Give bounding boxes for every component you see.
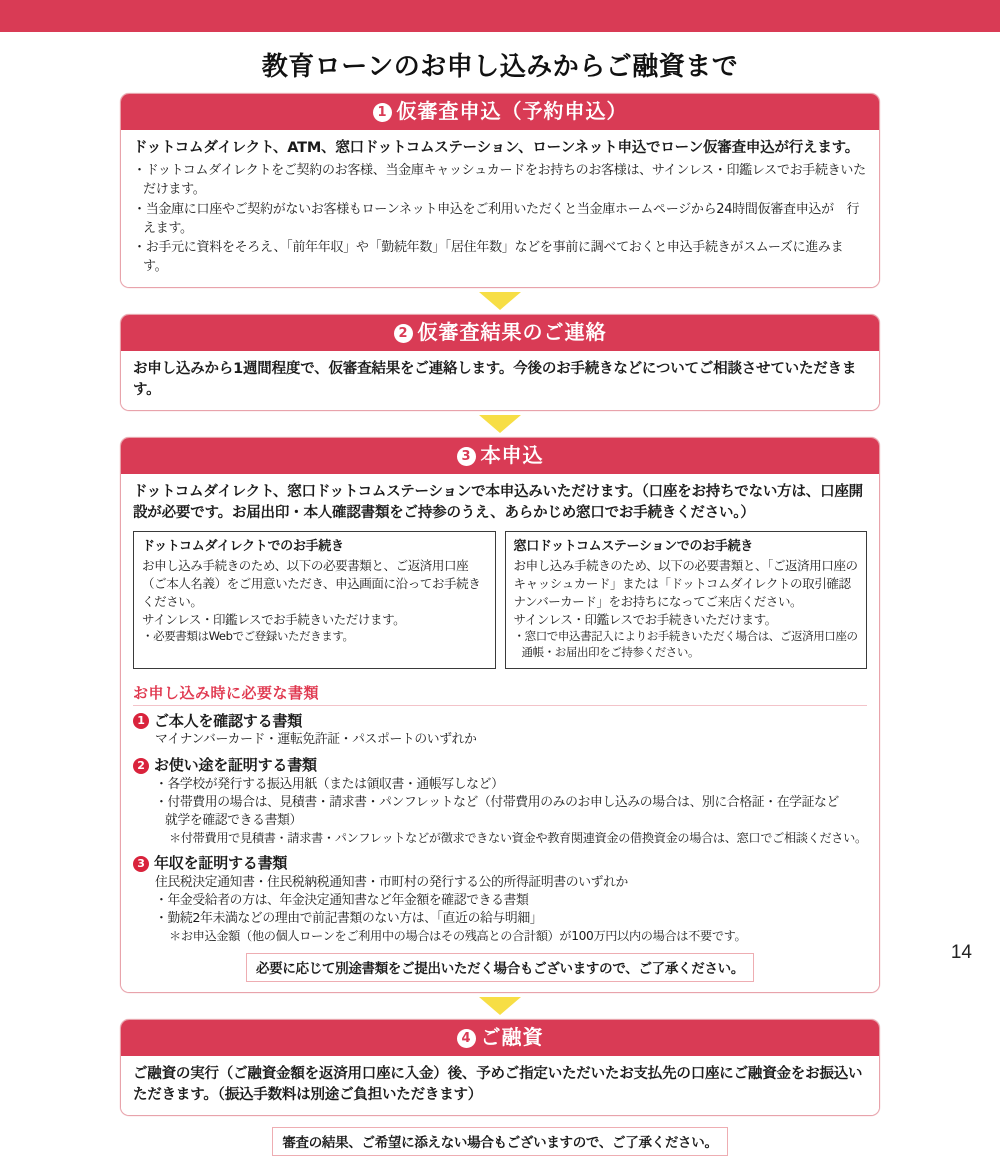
step-3-heading: 本申込 bbox=[480, 443, 544, 468]
top-accent-bar bbox=[0, 0, 1000, 32]
down-arrow-icon bbox=[479, 292, 521, 310]
flow-arrow-3 bbox=[120, 993, 880, 1019]
list-item: ・当金庫に口座やご契約がないお客様もローンネット申込をご利用いただくと当金庫ホームページから24時間仮審査申込が 行えます。 bbox=[133, 201, 860, 236]
step-1-number-badge: 1 bbox=[373, 103, 392, 122]
step-4-heading: ご融資 bbox=[480, 1024, 544, 1049]
flow-diagram bbox=[120, 93, 880, 1116]
step-4-lead: ご融資の実行（ご融資金額を返済用口座に入金）後、予めご指定いただいたお支払先の口座にご融資金をお振込いただきます。（振込手数料は別途ご負担いただきます） bbox=[133, 1065, 863, 1103]
step-2-heading: 仮審査結果のご連絡 bbox=[417, 320, 607, 345]
step-2-header bbox=[121, 315, 879, 351]
step-2-lead: お申し込みから1週間程度で、仮審査結果をご連絡します。今後のお手続きなどについてご相談させていただきます。 bbox=[133, 361, 857, 399]
step-1-bullets bbox=[133, 162, 867, 277]
sub-box-note: ・窓口で申込書記入によりお手続きいただく場合は、ご返済用口座の 通帳・お届出印をご持参ください。 bbox=[513, 629, 869, 660]
sub-box-note: ・必要書類はWebでご登録いただきます。 bbox=[142, 629, 354, 644]
sub-box-body2: サインレス・印鑑レスでお手続きいただけます。 bbox=[142, 611, 406, 627]
required-doc-item-3 bbox=[133, 854, 867, 945]
step-3-header bbox=[121, 438, 879, 474]
list-item: マイナンバーカード・運転免許証・パスポートのいずれか bbox=[155, 732, 477, 748]
required-doc-title: お使い途を証明する書類 bbox=[154, 756, 317, 775]
list-item: ＊付帯費用で見積書・請求書・パンフレットなどが徴求できない資金や教育関連資金の借換資金の場合は、窓口でご相談ください。 bbox=[169, 831, 867, 846]
required-doc-number-badge: 1 bbox=[133, 713, 149, 729]
step-3-body bbox=[121, 474, 879, 992]
required-doc-number-badge: 2 bbox=[133, 758, 149, 774]
step-box-4 bbox=[120, 1019, 880, 1116]
sub-box-title: 窓口ドットコムステーションでのお手続き bbox=[513, 539, 753, 555]
step-1-header bbox=[121, 94, 879, 130]
list-item: 住民税決定通知書・住民税納税通知書・市町村の発行する公的所得証明書のいずれか bbox=[155, 874, 628, 890]
required-doc-lines bbox=[133, 874, 867, 946]
step-4-number-badge: 4 bbox=[457, 1029, 476, 1048]
list-item: 就学を確認できる書類） bbox=[165, 812, 302, 828]
step-1-body bbox=[121, 130, 879, 287]
sub-box-dotcom-direct bbox=[133, 531, 496, 668]
required-doc-title-row bbox=[133, 854, 867, 874]
step-4-body bbox=[121, 1056, 879, 1115]
list-item: ＊お申込金額（他の個人ローンをご利用中の場合はその残高との合計額）が100万円以内の場合は不要です。 bbox=[169, 929, 747, 944]
list-item: ・ドットコムダイレクトをご契約のお客様、当金庫キャッシュカードをお持ちのお客様は、サインレス・印鑑レスでお手続きいただけます。 bbox=[133, 163, 866, 197]
list-item: ・勤続2年未満などの理由で前記書類のない方は、「直近の給与明細」 bbox=[155, 911, 543, 927]
flow-arrow-1 bbox=[120, 288, 880, 314]
required-doc-title-row bbox=[133, 712, 867, 732]
step-box-2 bbox=[120, 314, 880, 411]
step-3-lead: ドットコムダイレクト、窓口ドットコムステーションで本申込みいただけます。（口座をお持ちでない方は、口座開設が必要です。お届出印・本人確認書類をご持参のうえ、あらかじめ窓口でお手続きください。） bbox=[133, 484, 863, 522]
list-item: ・お手元に資料をそろえ、「前年年収」や「勤続年数」「居住年数」などを事前に調べておくと申込手続きがスムーズに進みます。 bbox=[133, 240, 844, 275]
required-documents-section bbox=[133, 682, 867, 982]
screening-result-note: 審査の結果、ご希望に添えない場合もございますので、ご了承ください。 bbox=[272, 1127, 727, 1156]
page-content bbox=[0, 32, 1000, 1156]
required-documents-heading: お申し込み時に必要な書類 bbox=[133, 682, 867, 706]
step-4-header bbox=[121, 1020, 879, 1056]
step-1-lead: ドットコムダイレクト、ATM、窓口ドットコムステーション、ローンネット申込でローン仮審査申込が行えます。 bbox=[133, 140, 860, 156]
step-box-3 bbox=[120, 437, 880, 993]
footer-note-wrap bbox=[120, 1127, 880, 1156]
required-doc-title-row bbox=[133, 756, 867, 776]
flow-arrow-2 bbox=[120, 411, 880, 437]
page-title: 教育ローンのお申し込みからご融資まで bbox=[261, 52, 739, 82]
required-doc-item-1 bbox=[133, 712, 867, 750]
required-doc-lines bbox=[133, 731, 867, 749]
down-arrow-icon bbox=[479, 997, 521, 1015]
required-doc-item-2 bbox=[133, 756, 867, 847]
additional-documents-note: 必要に応じて別途書類をご提出いただく場合もございますので、ご了承ください。 bbox=[246, 953, 754, 982]
required-doc-title: ご本人を確認する書類 bbox=[154, 711, 303, 730]
list-item: ・年金受給者の方は、年金決定通知書など年金額を確認できる書類 bbox=[155, 893, 529, 909]
list-item: ・各学校が発行する振込用紙（または領収書・通帳写しなど） bbox=[155, 776, 504, 792]
step-box-1 bbox=[120, 93, 880, 288]
required-doc-number-badge: 3 bbox=[133, 856, 149, 872]
step-2-number-badge: 2 bbox=[394, 324, 413, 343]
sub-box-body: お申し込み手続きのため、以下の必要書類と、「ご返済用口座のキャッシュカード」または「ドットコムダイレクトの取引確認ナンバーカード」をお持ちになってご来店ください。 bbox=[513, 558, 858, 609]
sub-box-counter-station bbox=[505, 531, 868, 668]
page-number: 14 bbox=[950, 942, 972, 963]
procedure-sub-boxes bbox=[133, 531, 867, 668]
required-doc-title: 年収を証明する書類 bbox=[154, 854, 288, 873]
step-1-heading: 仮審査申込（予約申込） bbox=[396, 99, 628, 123]
sub-box-body: お申し込み手続きのため、以下の必要書類と、ご返済用口座（ご本人名義）をご用意いただき、申込画面に沿ってお手続きください。 bbox=[142, 558, 481, 609]
down-arrow-icon bbox=[479, 415, 521, 433]
list-item: ・付帯費用の場合は、見積書・請求書・パンフレットなど（付帯費用のみのお申し込みの場合は、別に合格証・在学証など bbox=[155, 794, 839, 810]
step-2-body bbox=[121, 351, 879, 410]
sub-box-title: ドットコムダイレクトでのお手続き bbox=[142, 539, 344, 555]
step-3-number-badge: 3 bbox=[457, 447, 476, 466]
required-doc-lines bbox=[133, 776, 867, 848]
sub-box-body2: サインレス・印鑑レスでお手続きいただけます。 bbox=[513, 611, 777, 627]
